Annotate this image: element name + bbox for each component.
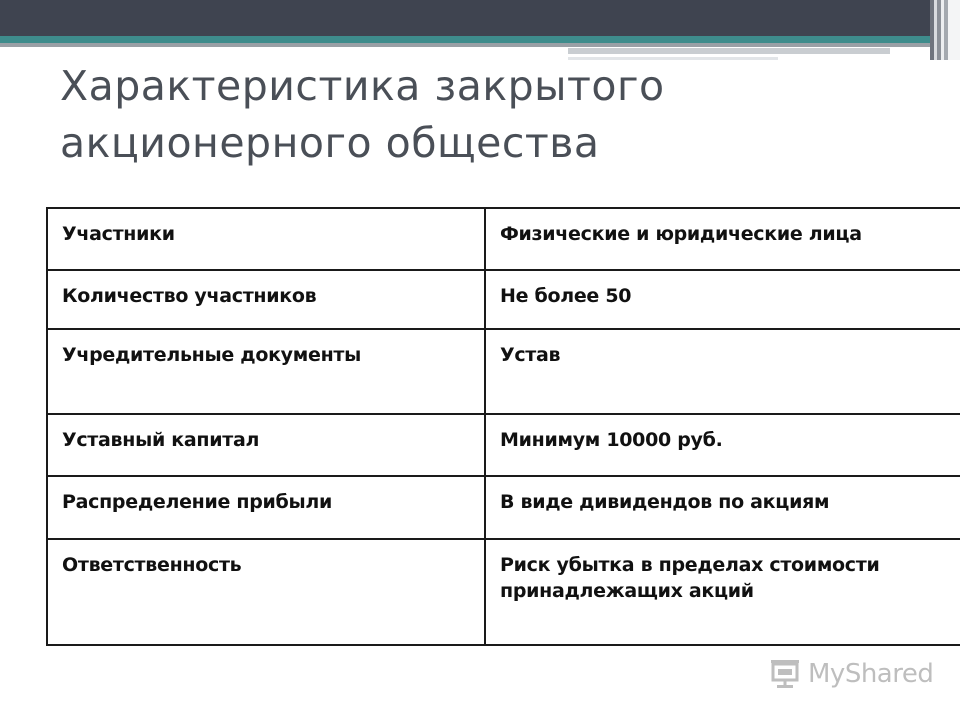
characteristics-table (46, 207, 960, 646)
table-row (47, 329, 960, 414)
table-row (47, 539, 960, 645)
row-value: Физические и юридические лица (485, 208, 960, 270)
presentation-board-icon (768, 658, 802, 690)
table-row (47, 208, 960, 270)
row-value: Риск убытка в пределах стоимости принадлежащих акций (485, 539, 960, 645)
row-value: Не более 50 (485, 270, 960, 329)
table-row (47, 270, 960, 329)
row-value: В виде дивидендов по акциям (485, 476, 960, 539)
row-label: Уставный капитал (47, 414, 485, 476)
row-label: Учредительные документы (47, 329, 485, 414)
header-bar-gray (0, 43, 930, 47)
row-label: Распределение прибыли (47, 476, 485, 539)
header-bar-dark (0, 0, 960, 36)
row-label: Количество участников (47, 270, 485, 329)
characteristics-table-container (46, 207, 912, 646)
page-title: Характеристика закрытого акционерного общества (60, 62, 665, 167)
row-label: Участники (47, 208, 485, 270)
header-accent-line (568, 48, 890, 54)
table-row (47, 414, 960, 476)
header-bar-teal (0, 36, 960, 43)
row-value: Минимум 10000 руб. (485, 414, 960, 476)
header-stripes-right (930, 0, 960, 60)
table-row (47, 476, 960, 539)
row-label: Ответственность (47, 539, 485, 645)
row-value: Устав (485, 329, 960, 414)
watermark-text: MyShared (808, 659, 934, 689)
watermark (768, 656, 933, 692)
